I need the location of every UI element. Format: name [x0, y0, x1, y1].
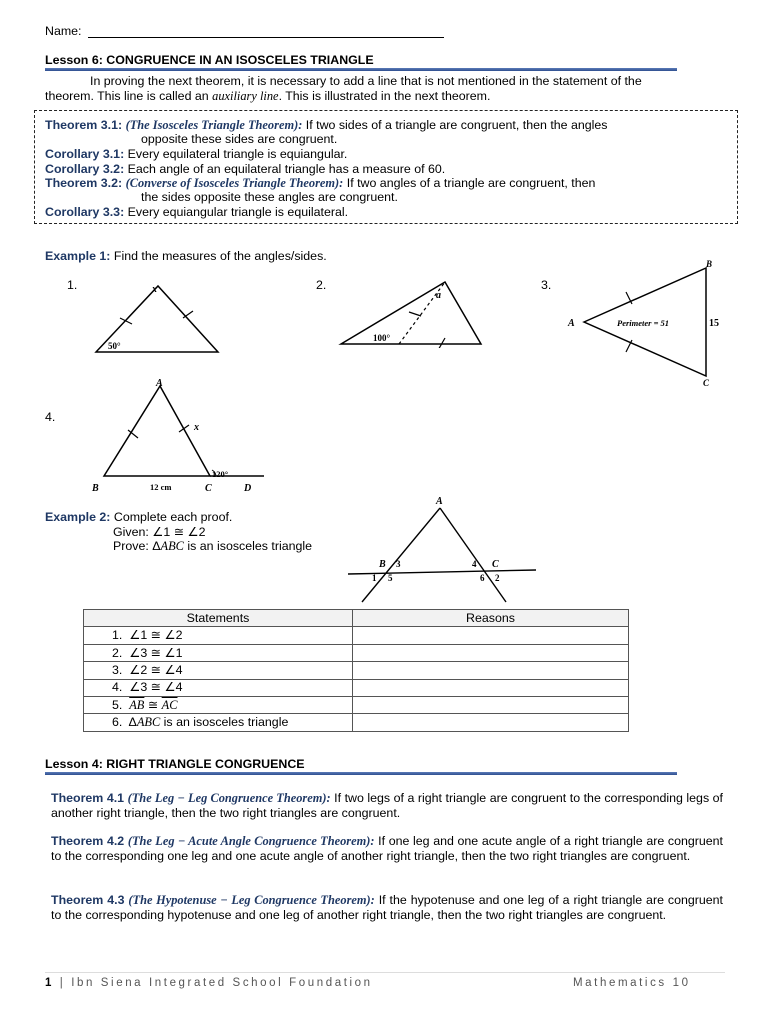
prove-prefix: Prove: Δ	[113, 539, 161, 553]
reason-cell[interactable]	[353, 662, 629, 679]
fig4-x-label: x	[194, 422, 199, 433]
fig3-C-label: C	[703, 378, 710, 388]
corollary-3-3-label: Corollary 3.3:	[45, 205, 125, 219]
lesson6-intro-line2	[45, 89, 490, 104]
footer-left	[45, 976, 373, 991]
ex2-B-label: B	[379, 559, 386, 570]
statement-text: ∠1 ≅ ∠2	[129, 628, 183, 643]
segment-ab: $\overline{AB}$	[129, 697, 145, 712]
lesson4-title-rule	[45, 772, 677, 775]
row-number: 1.	[112, 628, 123, 643]
fig4-C-label: C	[205, 483, 212, 494]
example2-prove	[113, 539, 312, 554]
ex2-angle-6: 6	[480, 573, 485, 583]
fig3-side-label: 15	[709, 318, 719, 329]
intro-text-a: theorem. This line is called an	[45, 89, 213, 103]
theorem-4-1-name: (The Leg − Leg Congruence Theorem):	[127, 791, 331, 805]
fig2-a-label: a	[436, 290, 441, 301]
item-number-1: 1.	[67, 278, 78, 292]
corollary-3-2-label: Corollary 3.2:	[45, 162, 125, 176]
school-name: Ibn Siena Integrated School Foundation	[71, 977, 373, 989]
statement-cell	[84, 696, 353, 713]
figure-4-exterior-angle	[88, 378, 270, 494]
name-blank-line[interactable]	[88, 37, 444, 38]
row-number: 3.	[112, 663, 123, 678]
page-number: 1	[45, 977, 54, 989]
fig2-tick-bottom	[437, 338, 445, 348]
figure-2-isosceles-triangle	[335, 276, 485, 348]
footer-divider	[45, 972, 725, 973]
fig4-D-label: D	[244, 483, 252, 494]
reason-cell[interactable]	[353, 679, 629, 696]
table-row	[84, 662, 629, 679]
reason-cell[interactable]	[353, 627, 629, 644]
ex2-angle-5: 5	[388, 573, 393, 583]
proof-table	[83, 609, 629, 732]
theorem-4-3-text: If the hypotenuse and one leg of a right triangle are congruent to the corresponding hypotenuse and one leg of another right triangle, then the two right triangles are congruent.	[51, 893, 723, 923]
example2-given: Given: ∠1 ≅ ∠2	[113, 525, 206, 539]
table-row	[84, 679, 629, 696]
fig4-tick-right	[179, 425, 189, 432]
table-row	[84, 627, 629, 644]
statement-text: is an isosceles triangle	[160, 715, 289, 730]
corollary-3-2	[45, 162, 445, 177]
name-label: Name:	[45, 24, 82, 38]
row-number: 2.	[112, 645, 123, 660]
theorem-4-3	[51, 893, 723, 924]
fig3-A-label: A	[568, 318, 575, 329]
example2-figure	[344, 492, 544, 604]
statement-cell	[84, 627, 353, 644]
fig3-B-label: B	[706, 259, 713, 269]
ex2-side-AB	[362, 508, 440, 602]
statements-header: Statements	[84, 610, 353, 627]
item-number-2: 2.	[316, 278, 327, 292]
corollary-3-1	[45, 147, 347, 162]
prove-abc: ABC	[160, 539, 184, 553]
theorem-4-2	[51, 834, 723, 865]
prove-suffix: is an isosceles triangle	[183, 539, 313, 553]
figure-3-triangle-perimeter	[566, 256, 728, 390]
statement-cell	[84, 644, 353, 661]
proof-table-header	[84, 610, 629, 627]
theorem-4-2-name: (The Leg − Acute Angle Congruence Theorem):	[127, 834, 375, 848]
row-number: 4.	[112, 680, 123, 695]
theorem-3-1-name: (The Isosceles Triangle Theorem):	[125, 118, 303, 132]
theorem-4-3-name: (The Hypotenuse − Leg Congruence Theorem):	[128, 893, 375, 907]
theorem-4-1	[51, 791, 723, 822]
fig4-angle-label: 120°	[212, 469, 229, 479]
table-row	[84, 714, 629, 731]
fig2-tick-left	[409, 312, 421, 316]
theorem-3-1-text: If two sides of a triangle are congruent, then the angles	[302, 118, 608, 132]
fig4-base-label: 12 cm	[150, 482, 172, 492]
example2-text: Complete each proof.	[110, 510, 233, 524]
statement-text: ∠3 ≅ ∠4	[129, 680, 183, 695]
statement-text: ∠3 ≅ ∠1	[129, 645, 183, 660]
statement-cell	[84, 714, 353, 731]
footer-separator: |	[54, 977, 72, 989]
figure-1-isosceles-triangle	[90, 278, 225, 358]
row-number: 5.	[112, 697, 123, 712]
statement-cell	[84, 679, 353, 696]
fig1-x-label: x	[152, 284, 157, 295]
reason-cell[interactable]	[353, 644, 629, 661]
lesson6-intro-line1: In proving the next theorem, it is necessary to add a line that is not mentioned in the statement of the	[90, 74, 642, 88]
ex2-angle-4: 4	[472, 559, 477, 569]
congruent-symbol: ≅	[144, 697, 162, 712]
statement-text: ∠2 ≅ ∠4	[129, 663, 183, 678]
theorem-4-3-label: Theorem 4.3	[51, 893, 125, 907]
ex2-A-label: A	[436, 496, 443, 507]
theorem-3-2-text2: the sides opposite these angles are congruent.	[141, 190, 398, 204]
row-number: 6.	[112, 715, 123, 730]
reasons-header: Reasons	[353, 610, 629, 627]
item-number-3: 3.	[541, 278, 552, 292]
lesson6-title: Lesson 6: CONGRUENCE IN AN ISOSCELES TRIANGLE	[45, 53, 374, 67]
item-number-4: 4.	[45, 410, 56, 424]
corollary-3-2-text: Each angle of an equilateral triangle has a measure of 60.	[124, 162, 446, 176]
corollary-3-1-text: Every equilateral triangle is equiangular.	[124, 147, 348, 161]
triangle-symbol: Δ	[128, 715, 137, 730]
segment-ac: $\overline{AC}$	[161, 697, 178, 712]
ex2-angle-2: 2	[495, 573, 500, 583]
lesson6-title-rule	[45, 68, 677, 71]
theorem-3-1-text2: opposite these sides are congruent.	[141, 132, 338, 146]
reason-cell[interactable]	[353, 714, 629, 731]
ex2-angle-3: 3	[396, 559, 401, 569]
ex2-angle-1: 1	[372, 573, 377, 583]
example1-text: Find the measures of the angles/sides.	[110, 249, 327, 263]
intro-term: auxiliary line	[212, 89, 279, 103]
intro-text-b: . This is illustrated in the next theorem.	[278, 89, 491, 103]
theorem-3-1-label: Theorem 3.1:	[45, 118, 123, 132]
example2-heading	[45, 510, 232, 525]
corollary-3-3-text: Every equiangular triangle is equilateral.	[124, 205, 349, 219]
fig2-angle-label: 100°	[373, 333, 391, 343]
ex2-side-AC	[440, 508, 506, 602]
fig3-perimeter-label: Perimeter = 51	[617, 318, 670, 328]
triangle-abc: ABC	[136, 715, 161, 730]
lesson4-title: Lesson 4: RIGHT TRIANGLE CONGRUENCE	[45, 757, 305, 771]
reason-cell[interactable]	[353, 696, 629, 713]
statement-cell	[84, 662, 353, 679]
ex2-C-label: C	[492, 559, 499, 570]
corollary-3-1-label: Corollary 3.1:	[45, 147, 125, 161]
theorem-3-2-label: Theorem 3.2:	[45, 176, 123, 190]
corollary-3-3	[45, 205, 348, 220]
theorem-4-1-label: Theorem 4.1	[51, 791, 125, 805]
fig1-angle-label: 50°	[108, 341, 121, 351]
example2-label: Example 2:	[45, 510, 111, 524]
theorem-4-1-text: If two legs of a right triangle are congruent to the corresponding legs of another right triangle, then the two right triangles are congruent.	[51, 791, 723, 821]
table-row	[84, 696, 629, 713]
theorem-4-2-text: If one leg and one acute angle of a right triangle are congruent to the corresponding one leg and one acute angle of another right triangle, then the two right triangles are congruent.	[51, 834, 723, 864]
theorem-3-1	[45, 118, 608, 133]
fig4-A-label: A	[156, 378, 163, 389]
theorem-3-2-name: (Converse of Isosceles Triangle Theorem):	[125, 176, 344, 190]
example1-heading	[45, 249, 327, 264]
table-row	[84, 644, 629, 661]
theorem-4-2-label: Theorem 4.2	[51, 834, 125, 848]
example1-label: Example 1:	[45, 249, 111, 263]
fig4-B-label: B	[92, 483, 99, 494]
theorem-3-2-text: If two angles of a triangle are congruent, then	[343, 176, 596, 190]
fig1-tick-left	[120, 318, 132, 324]
footer-subject: Mathematics 10	[573, 977, 691, 989]
theorem-3-2	[45, 176, 595, 191]
